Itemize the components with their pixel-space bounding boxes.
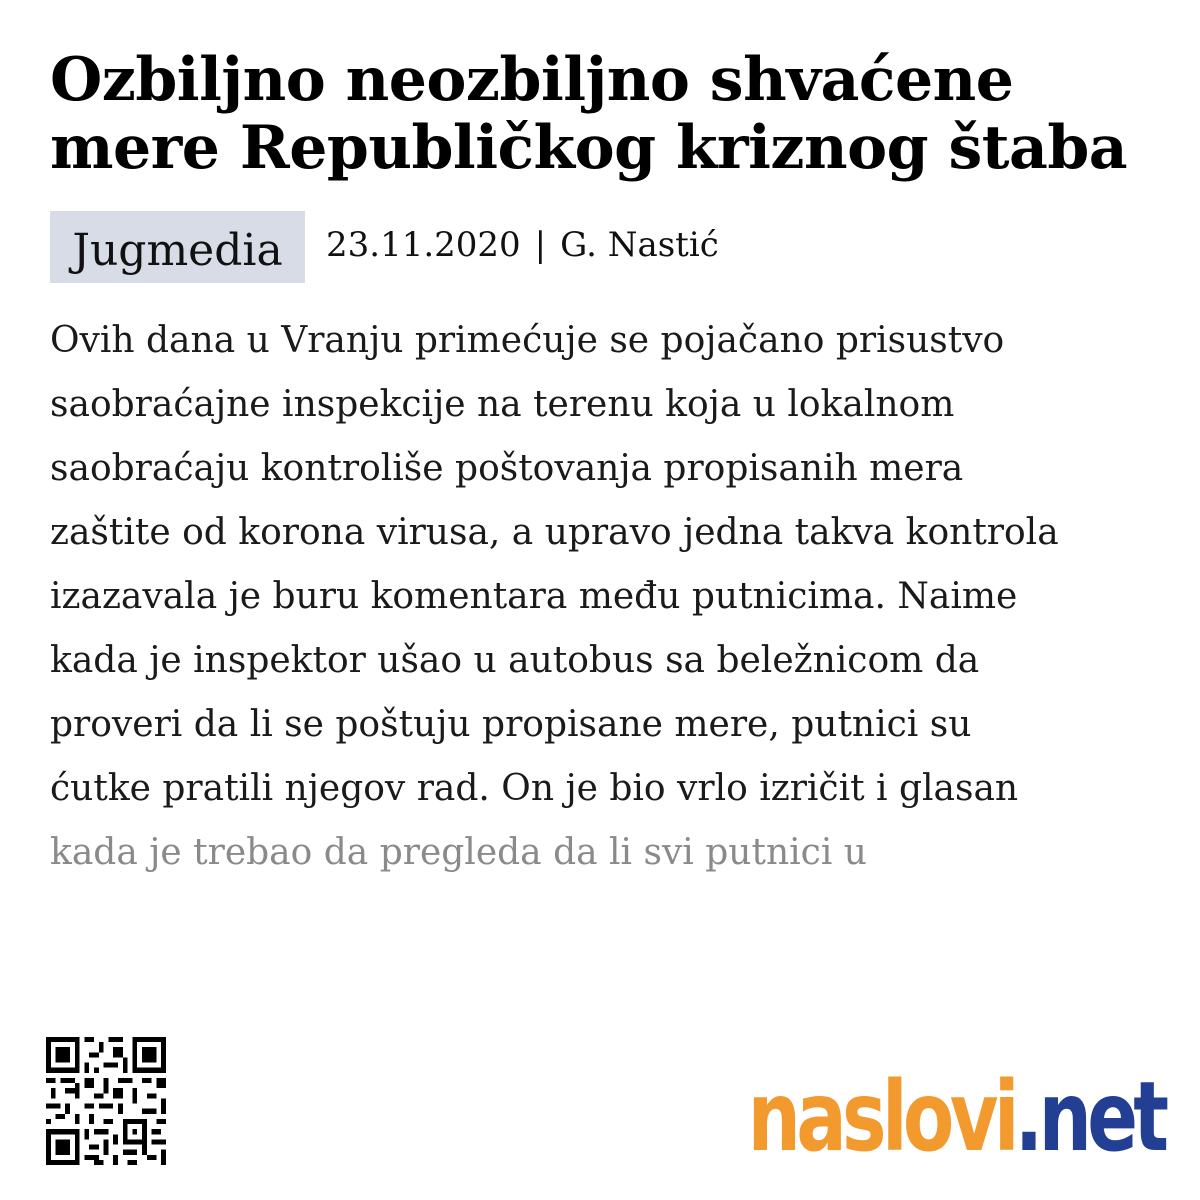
article-title <box>50 46 1160 182</box>
logo-part-naslovi: naslovi <box>747 1061 1015 1173</box>
logo-part-net: .net <box>1014 1061 1164 1173</box>
article-date: 23.11.2020 <box>326 225 521 265</box>
article-body-line: proveri da li se poštuju propisane mere, putnici su <box>50 704 972 745</box>
article-title-line: Ozbiljno neozbiljno shvaćene <box>50 45 1014 115</box>
meta-separator: | <box>534 225 547 265</box>
article-body-line: ćutke pratili njegov rad. On je bio vrlo izričit i glasan <box>50 768 1019 809</box>
article-body-line-faded: kada je trebao da pregleda da li svi putnici u <box>50 832 867 873</box>
source-badge[interactable]: Jugmedia <box>50 211 305 283</box>
article-meta-info <box>326 225 719 265</box>
article-body-line: kada je inspektor ušao u autobus sa beležnicom da <box>50 640 980 681</box>
article-body-line: saobraćaju kontroliše poštovanja propisanih mera <box>50 448 964 489</box>
article-body-line: izazavala je buru komentara među putnicima. Naime <box>50 576 1018 617</box>
article-body <box>50 309 1160 885</box>
naslovi-net-logo[interactable] <box>747 1062 1164 1172</box>
article-author: G. Nastić <box>560 225 719 265</box>
article-body-line: saobraćajne inspekcije na terenu koja u lokalnom <box>50 384 955 425</box>
article-title-line: mere Republičkog kriznog štaba <box>50 113 1128 183</box>
article-body-line: Ovih dana u Vranju primećuje se pojačano prisustvo <box>50 320 1005 361</box>
qr-code-icon[interactable] <box>46 1037 166 1165</box>
article-body-line: zaštite od korona virusa, a upravo jedna takva kontrola <box>50 512 1059 553</box>
article-paragraph <box>50 309 1160 885</box>
